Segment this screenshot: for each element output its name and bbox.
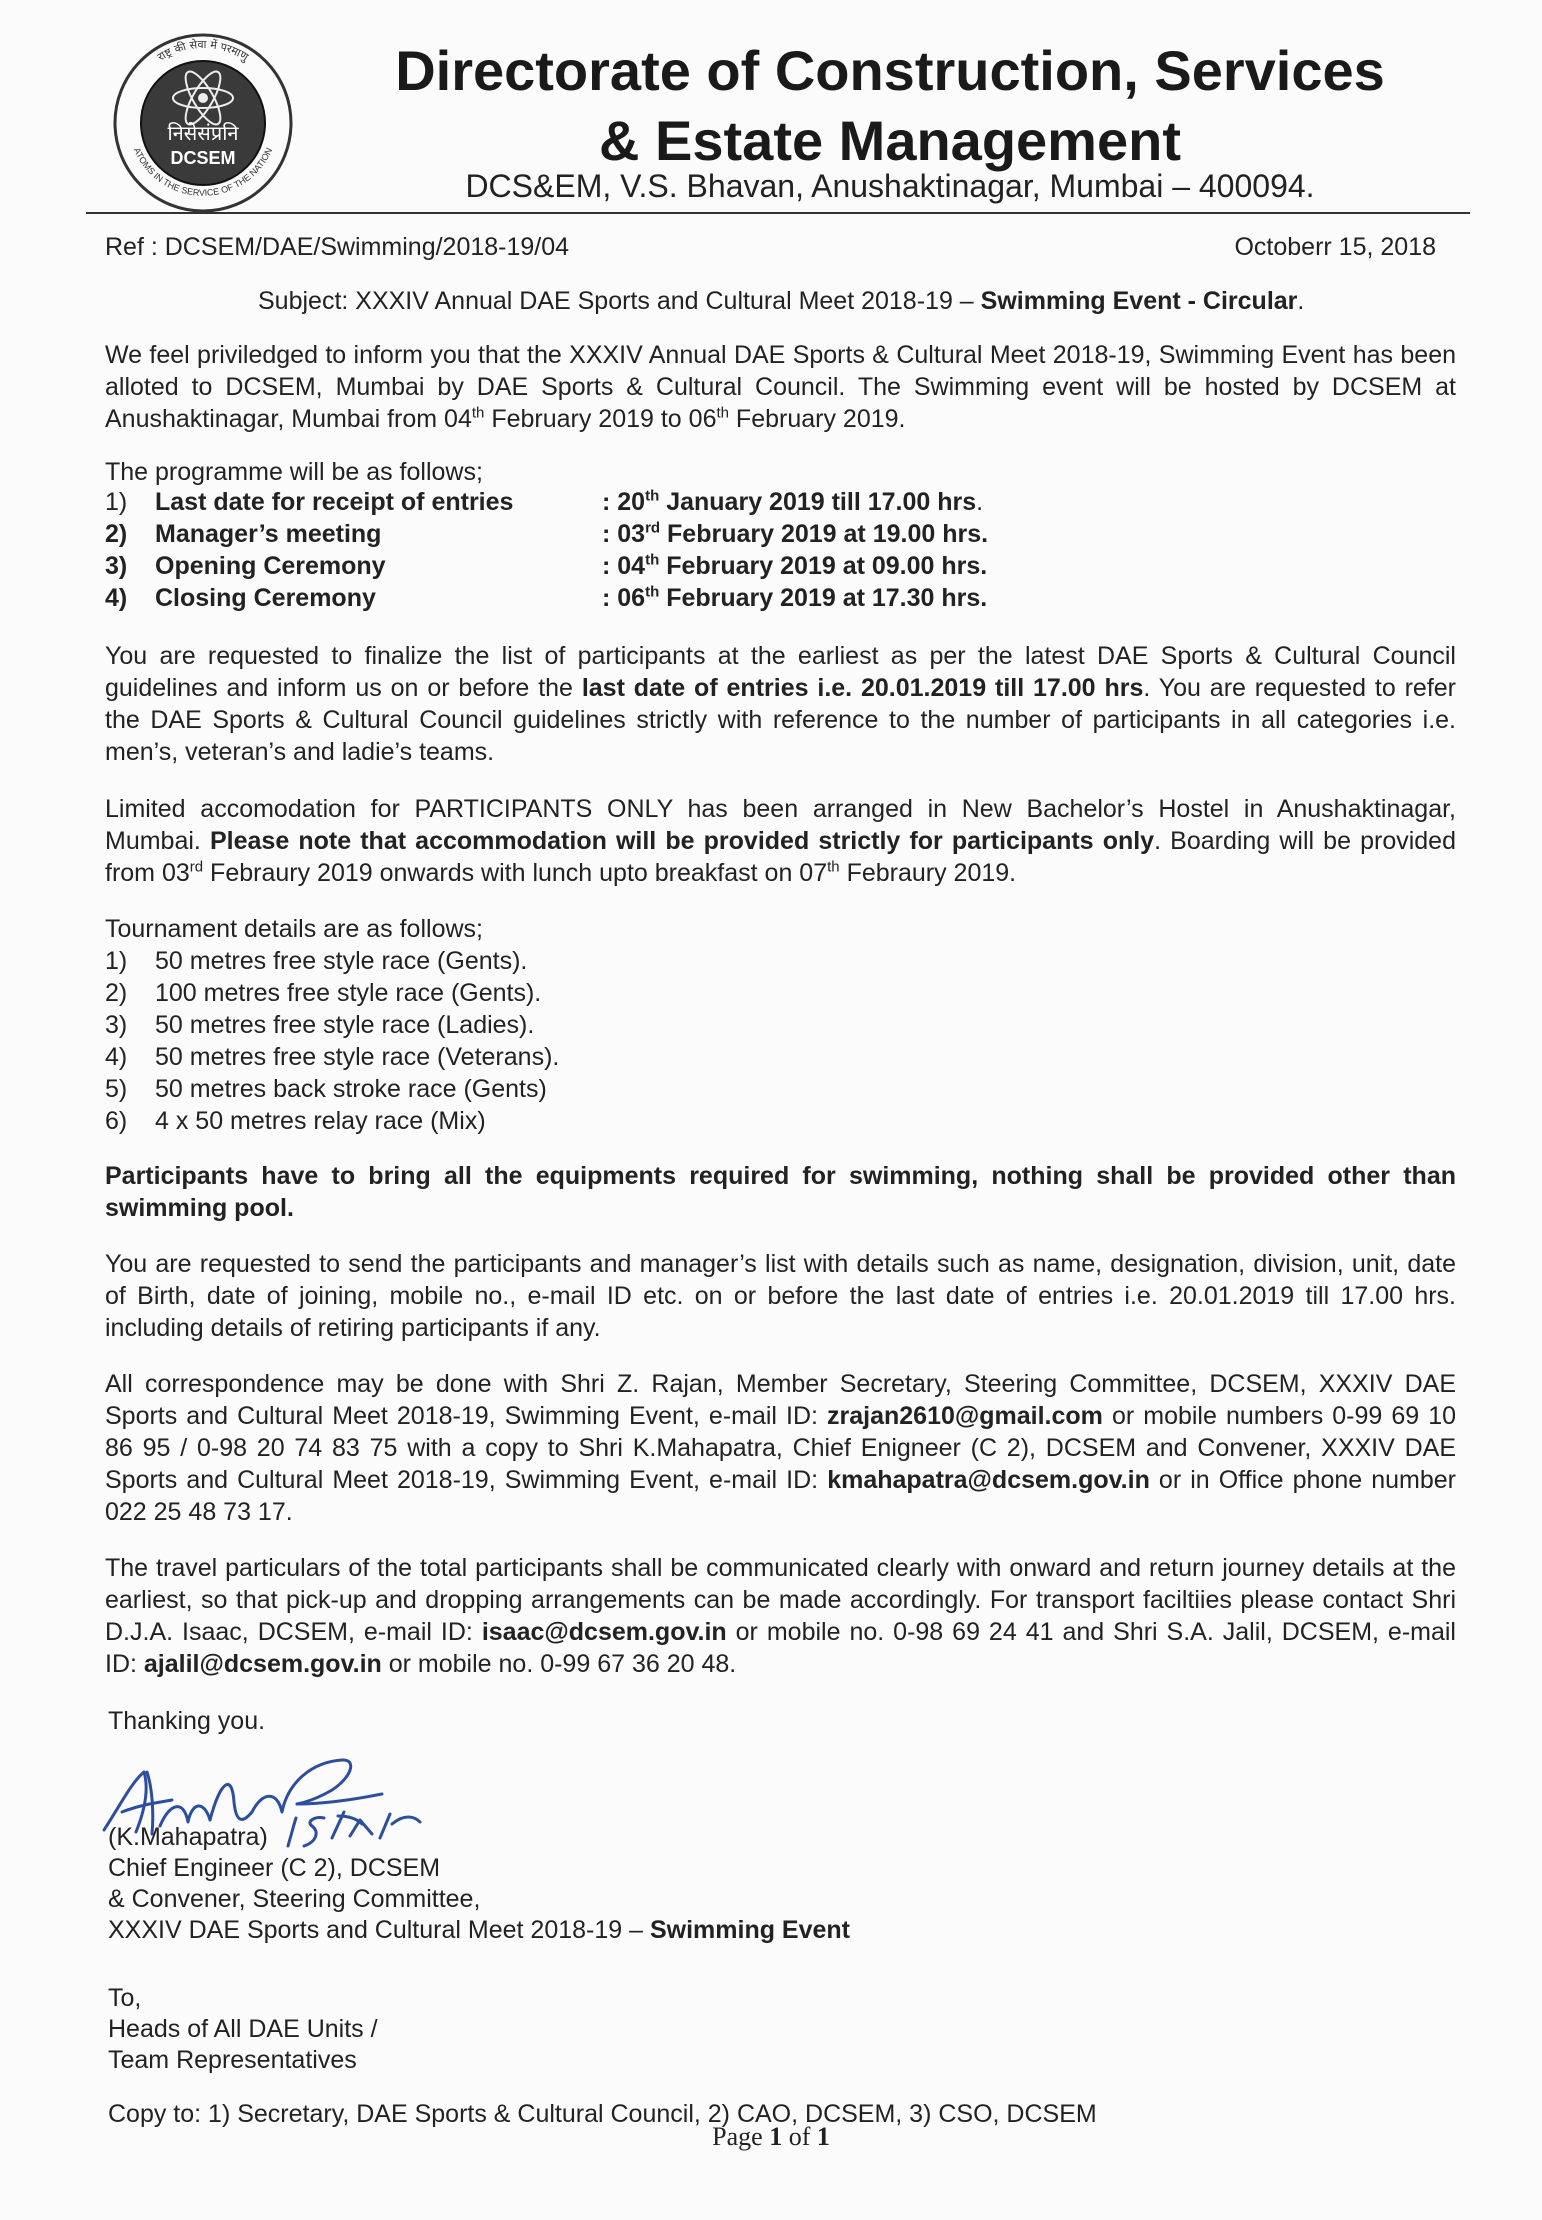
- footer-of-word: of: [782, 2122, 817, 2151]
- accommodation-text-4: Febraury 2019.: [839, 859, 1017, 887]
- finalize-text-1: You are requested to finalize the list of participants at the earliest as per the latest DAE Sports & Cultural Council guidelines and inform us on or before the: [105, 642, 1456, 702]
- tournament-item-text: 50 metres free style race (Ladies).: [155, 1011, 535, 1039]
- correspondence-text-1: All correspondence may be done with Shri Z. Rajan, Member Secretary, Steering Committee, DCSEM, XXXIV DAE Sports and Cultural Meet 2018-19, Swimming Event, e-mail ID:: [105, 1370, 1456, 1430]
- dcsem-logo: [108, 28, 298, 218]
- programme-item: [105, 488, 983, 517]
- footer-page-number: 1: [769, 2122, 783, 2151]
- letterhead-title-line2: & Estate Management: [599, 109, 1181, 172]
- email-kmahapatra: kmahapatra@dcsem.gov.in: [827, 1466, 1150, 1494]
- programme-item-suffix: rd: [645, 519, 661, 537]
- signatory-line2: & Convener, Steering Committee,: [108, 1885, 481, 1913]
- programme-item-date: : 03: [602, 520, 646, 548]
- accommodation-text-2: . Boarding will be provided from 03: [105, 827, 1456, 887]
- tournament-item: [105, 945, 527, 977]
- signatory-line3: [108, 1915, 850, 1946]
- programme-item: [105, 584, 987, 613]
- programme-item-date: : 20: [602, 488, 646, 516]
- tournament-item: [105, 977, 541, 1009]
- accommodation-text-3: Febraury 2019 onwards with lunch upto breakfast on 07: [203, 859, 828, 887]
- letterhead-rule: [86, 212, 1470, 214]
- programme-item-date: : 06: [602, 584, 646, 612]
- email-zrajan: zrajan2610@gmail.com: [827, 1402, 1103, 1430]
- tournament-item: [105, 1009, 534, 1041]
- tournament-item-text: 4 x 50 metres relay race (Mix): [155, 1107, 486, 1135]
- tournament-item-text: 50 metres back stroke race (Gents): [155, 1075, 547, 1103]
- addressee-line1: Heads of All DAE Units /: [108, 2015, 378, 2043]
- logo-dcsem-text: DCSEM: [170, 148, 236, 168]
- signatory-name: (K.Mahapatra): [108, 1823, 268, 1851]
- tournament-item-number: 4): [105, 1043, 128, 1071]
- intro-text-2: February 2019 to 06: [484, 405, 717, 433]
- programme-item-label: Last date for receipt of entries: [155, 488, 514, 516]
- travel-text-2: or mobile no. 0-98 69 24 41 and Shri S.A. Jalil, DCSEM, e-mail ID:: [105, 1618, 1456, 1678]
- logo-hindi-text: निसेसंप्रनि: [167, 121, 239, 145]
- tournament-item-number: 3): [105, 1011, 128, 1039]
- programme-item-number: 2): [105, 520, 128, 548]
- tournament-item-text: 50 metres free style race (Gents).: [155, 947, 528, 975]
- programme-item-tail: .: [976, 488, 984, 516]
- accommodation-text-1: Limited accomodation for PARTICIPANTS ONLY has been arranged in New Bachelor’s Hostel in Anushaktinagar, Mumbai.: [105, 795, 1456, 855]
- intro-text-3: February 2019.: [728, 405, 906, 433]
- footer-page-word: Page: [712, 2122, 770, 2151]
- addressee-block: [108, 1983, 378, 2076]
- subject-line: [258, 287, 1304, 316]
- email-ajalil: ajalil@dcsem.gov.in: [143, 1650, 382, 1678]
- thanking-line: Thanking you.: [108, 1707, 266, 1735]
- programme-item-time: February 2019 at 19.00 hrs.: [660, 520, 989, 548]
- intro-paragraph: [105, 339, 1456, 435]
- logo-ring-bottom: ATOMS IN THE SERVICE OF THE NATION: [131, 146, 275, 198]
- letterhead-title: [300, 36, 1480, 176]
- accommodation-paragraph: [105, 793, 1456, 889]
- travel-paragraph: [105, 1552, 1456, 1680]
- correspondence-text-3: or in Office phone number 022 25 48 73 17.: [105, 1466, 1457, 1526]
- programme-item: [105, 520, 988, 549]
- signatory-line1: Chief Engineer (C 2), DCSEM: [108, 1854, 441, 1882]
- tournament-item: [105, 1041, 559, 1073]
- tournament-item-number: 6): [105, 1107, 128, 1135]
- signatory-line3-bold: Swimming Event: [649, 1916, 851, 1944]
- footer-page-total: 1: [816, 2122, 830, 2151]
- programme-item-suffix: th: [645, 551, 660, 569]
- programme-item-time: February 2019 at 09.00 hrs.: [659, 552, 988, 580]
- programme-heading: The programme will be as follows;: [105, 458, 483, 486]
- equipment-note: Participants have to bring all the equipments required for swimming, nothing shall be provided other than swimming pool.: [105, 1162, 1456, 1222]
- accommodation-sup-2: th: [827, 858, 840, 876]
- correspondence-paragraph: [105, 1368, 1456, 1528]
- tournament-item-number: 1): [105, 947, 128, 975]
- programme-item-number: 1): [105, 488, 128, 516]
- programme-item-suffix: th: [645, 583, 660, 601]
- finalize-text-2: . You are requested to refer the DAE Sports & Cultural Council guidelines strictly with reference to the number of participants in all categories i.e. men’s, veteran’s and ladie’s teams.: [105, 674, 1457, 766]
- intro-sup-2: th: [716, 404, 729, 422]
- tournament-item: [105, 1105, 486, 1137]
- copy-to-line: Copy to: 1) Secretary, DAE Sports & Cultural Council, 2) CAO, DCSEM, 3) CSO, DCSEM: [108, 2100, 1097, 2128]
- finalize-paragraph: [105, 640, 1456, 768]
- tournament-item-number: 5): [105, 1075, 128, 1103]
- page-footer: [0, 2122, 1542, 2152]
- programme-item: [105, 552, 987, 581]
- programme-item-time: February 2019 at 17.30 hrs.: [659, 584, 988, 612]
- letterhead-address: DCS&EM, V.S. Bhavan, Anushaktinagar, Mumbai – 400094.: [465, 168, 1315, 204]
- programme-item-label: Closing Ceremony: [155, 584, 376, 612]
- intro-text-1: We feel priviledged to inform you that the XXXIV Annual DAE Sports & Cultural Meet 2018-19, Swimming Event has been alloted to DCSEM, Mumbai by DAE Sports & Cultural Council. The Swimming event will be hosted by DCSEM at Anushaktinagar, Mumbai from 04: [105, 341, 1456, 433]
- tournament-heading: Tournament details are as follows;: [105, 915, 483, 943]
- tournament-item-number: 2): [105, 979, 128, 1007]
- email-isaac: isaac@dcsem.gov.in: [481, 1618, 727, 1646]
- logo-ring-top: राष्ट्र की सेवा में परमाणु: [155, 37, 251, 64]
- accommodation-sup-1: rd: [189, 858, 204, 876]
- subject-end: .: [1297, 287, 1305, 315]
- tournament-item: [105, 1073, 547, 1105]
- programme-item-time: January 2019 till 17.00 hrs: [659, 488, 977, 516]
- letter-date: Octoberr 15, 2018: [1234, 233, 1436, 261]
- programme-item-suffix: th: [645, 487, 660, 505]
- accommodation-bold: Please note that accommodation will be provided strictly for participants only: [209, 827, 1155, 855]
- programme-item-number: 3): [105, 552, 128, 580]
- addressee-label: To,: [108, 1984, 142, 2012]
- programme-item-label: Manager’s meeting: [155, 520, 382, 548]
- travel-text-1: The travel particulars of the total participants shall be communicated clearly with onward and return journey details at the earliest, so that pick-up and dropping arrangements can be made accordingly. For transport faciltiies please contact Shri D.J.A. Isaac, DCSEM, e-mail ID:: [105, 1554, 1456, 1646]
- programme-item-date: : 04: [602, 552, 646, 580]
- intro-sup-1: th: [471, 404, 485, 422]
- signatory-block: [108, 1822, 850, 1946]
- finalize-bold: last date of entries i.e. 20.01.2019 till 17.00 hrs: [581, 674, 1144, 702]
- travel-text-3: or mobile no. 0-99 67 36 20 48.: [381, 1650, 737, 1678]
- programme-item-label: Opening Ceremony: [155, 552, 386, 580]
- subject-bold: Swimming Event - Circular: [980, 287, 1298, 315]
- subject-prefix: Subject: XXXIV Annual DAE Sports and Cultural Meet 2018-19 –: [258, 287, 981, 315]
- programme-item-number: 4): [105, 584, 128, 612]
- correspondence-text-2: or mobile numbers 0-99 69 10 86 95 / 0-98 20 74 83 75 with a copy to Shri K.Mahapatra, Chief Enigneer (C 2), DCSEM and Convener, XXXIV DAE Sports and Cultural Meet 2018-19, Swimming Event, e-mail ID:: [105, 1402, 1457, 1494]
- reference-number: Ref : DCSEM/DAE/Swimming/2018-19/04: [105, 233, 570, 261]
- send-list-paragraph: You are requested to send the participants and manager’s list with details such as name, designation, division, unit, date of Birth, date of joining, mobile no., e-mail ID etc. on or before the last date of entries i.e. 20.01.2019 till 17.00 hrs. including details of retiring participants if any.: [105, 1250, 1456, 1342]
- addressee-line2: Team Representatives: [108, 2046, 357, 2074]
- tournament-item-text: 50 metres free style race (Veterans).: [155, 1043, 560, 1071]
- signatory-line3-text: XXXIV DAE Sports and Cultural Meet 2018-19 –: [108, 1916, 650, 1944]
- letterhead-title-line1: Directorate of Construction, Services: [395, 39, 1385, 102]
- tournament-item-text: 100 metres free style race (Gents).: [155, 979, 542, 1007]
